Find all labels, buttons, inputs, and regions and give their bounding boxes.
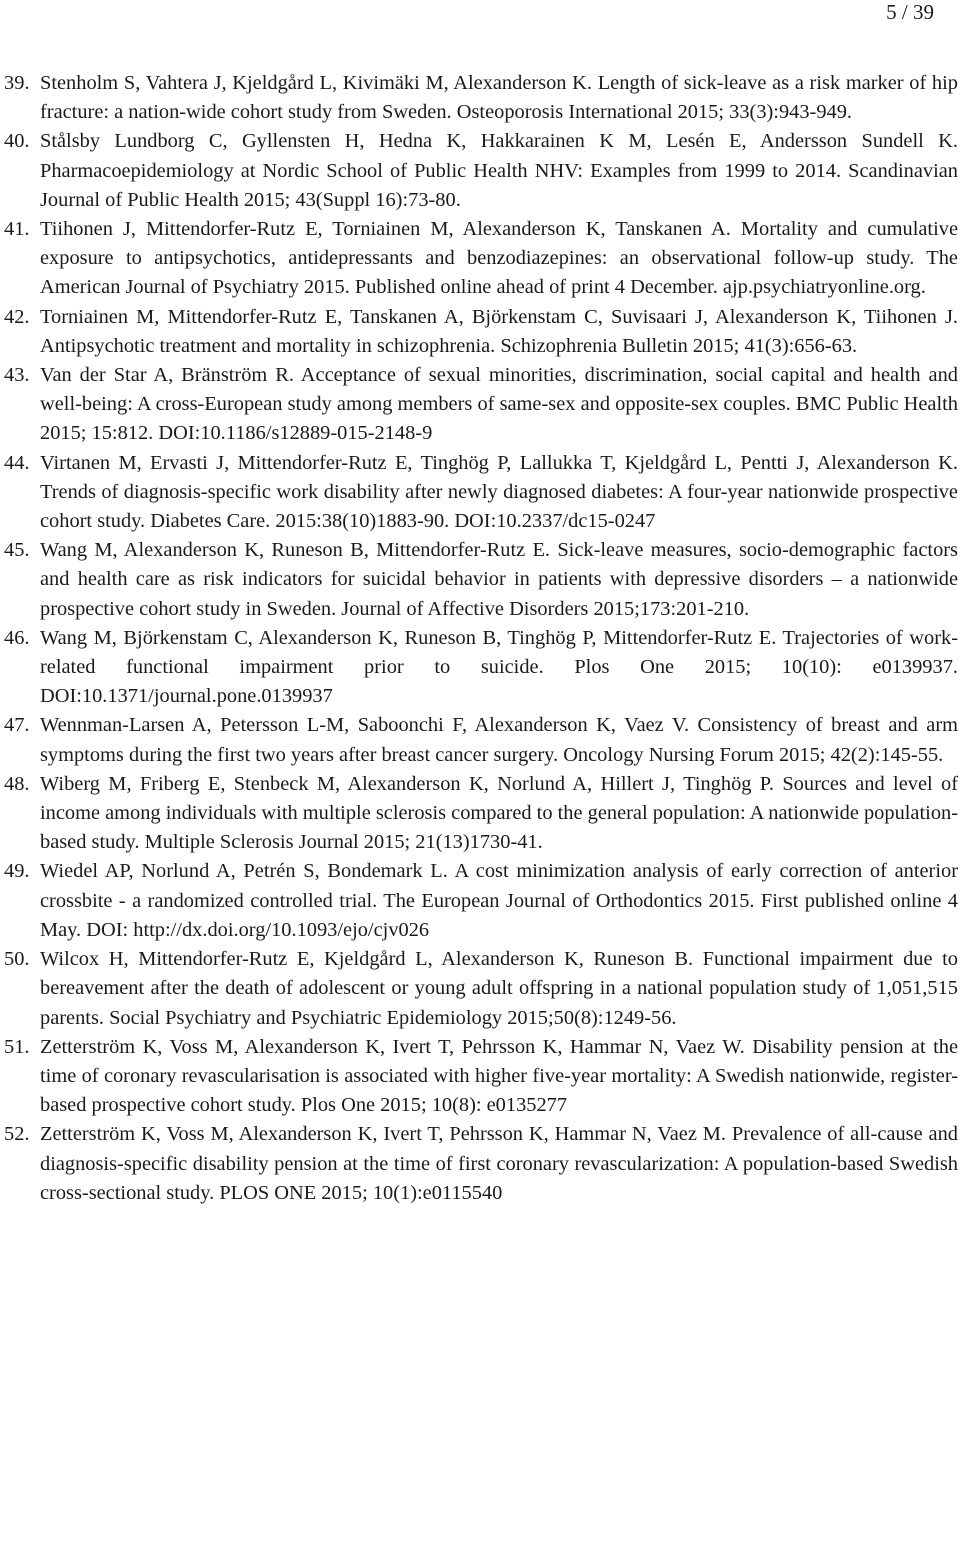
reference-item-45 <box>0 536 960 624</box>
reference-number: 49. <box>4 860 30 883</box>
reference-number: 48. <box>4 772 30 795</box>
reference-text: Wilcox H, Mittendorfer-Rutz E, Kjeldgård L, Alexanderson K, Runeson B. Functional impairment due to bereavement after the death of adolescent or young adult offspring in a national population study of 1,051,515 parents. Social Psychiatry and Psychiatric Epidemiology 2015;50(8):1249-56. <box>40 948 958 1029</box>
reference-number: 39. <box>4 72 30 94</box>
reference-item-52 <box>0 1120 960 1208</box>
reference-number: 43. <box>4 364 30 387</box>
reference-number: 46. <box>4 626 30 649</box>
reference-item-41 <box>0 215 960 303</box>
reference-number: 52. <box>4 1123 30 1146</box>
reference-number: 42. <box>4 305 30 328</box>
reference-number: 41. <box>4 218 30 241</box>
reference-item-40 <box>0 127 960 215</box>
reference-list <box>0 69 960 1208</box>
reference-number: 47. <box>4 714 30 737</box>
reference-item-43 <box>0 361 960 449</box>
reference-text: Stålsby Lundborg C, Gyllensten H, Hedna K, Hakkarainen K M, Lesén E, Andersson Sundell K. Pharmacoepidemiology at Nordic School of Public Health NHV: Examples from 1999 to 2014. Scandinavian Journal of Public Health 2015; 43(Suppl 16):73-80. <box>40 130 958 211</box>
reference-number: 45. <box>4 539 30 562</box>
reference-text: Torniainen M, Mittendorfer-Rutz E, Tanskanen A, Björkenstam C, Suvisaari J, Alexanderson K, Tiihonen J. Antipsychotic treatment and mortality in schizophrenia. Schizophrenia Bulletin 2015; 41(3):656-63. <box>40 305 958 357</box>
reference-text: Wang M, Alexanderson K, Runeson B, Mittendorfer-Rutz E. Sick-leave measures, socio-demographic factors and health care as risk indicators for suicidal behavior in patients with depressive disorders – a nationwide prospective cohort study in Sweden. Journal of Affective Disorders 2015;173:201-210. <box>40 539 958 620</box>
reference-number: 51. <box>4 1035 30 1058</box>
reference-item-39 <box>0 69 960 127</box>
reference-text: Wennman-Larsen A, Petersson L-M, Saboonchi F, Alexanderson K, Vaez V. Consistency of breast and arm symptoms during the first two years after breast cancer surgery. Oncology Nursing Forum 2015; 42(2):145-55. <box>40 714 958 766</box>
reference-text: Tiihonen J, Mittendorfer-Rutz E, Torniainen M, Alexanderson K, Tanskanen A. Mortality and cumulative exposure to antipsychotics, antidepressants and benzodiazepines: an observational follow-up study. The American Journal of Psychiatry 2015. Published online ahead of print 4 December. ajp.psychiatryonline.org. <box>40 218 958 299</box>
reference-item-49 <box>0 857 960 945</box>
reference-item-46 <box>0 624 960 712</box>
reference-text: Stenholm S, Vahtera J, Kjeldgård L, Kivimäki M, Alexanderson K. Length of sick-leave as a risk marker of hip fracture: a nation-wide cohort study from Sweden. Osteoporosis International 2015; 33(3):943-949. <box>40 72 958 124</box>
reference-item-51 <box>0 1033 960 1121</box>
reference-item-44 <box>0 449 960 537</box>
page-number: 5 / 39 <box>886 0 934 24</box>
reference-item-47 <box>0 711 960 769</box>
reference-item-50 <box>0 945 960 1033</box>
reference-item-48 <box>0 770 960 858</box>
reference-text: Wang M, Björkenstam C, Alexanderson K, Runeson B, Tinghög P, Mittendorfer-Rutz E. Trajectories of work-related functional impairment prior to suicide. Plos One 2015; 10(10): e0139937. DOI:10.1371/journal.pone.0139937 <box>40 626 958 708</box>
reference-number: 50. <box>4 948 30 971</box>
reference-number: 44. <box>4 451 30 474</box>
reference-text: Virtanen M, Ervasti J, Mittendorfer-Rutz E, Tinghög P, Lallukka T, Kjeldgård L, Pentti J, Alexanderson K. Trends of diagnosis-specific work disability after newly diagnosed diabetes: A four-year nationwide prospective cohort study. Diabetes Care. 2015:38(10)1883-90. DOI:10.2337/dc15-0247 <box>40 451 958 533</box>
reference-text: Wiedel AP, Norlund A, Petrén S, Bondemark L. A cost minimization analysis of early correction of anterior crossbite - a randomized controlled trial. The European Journal of Orthodontics 2015. First published online 4 May. DOI: http://dx.doi.org/10.1093/ejo/cjv026 <box>40 860 958 941</box>
reference-text: Wiberg M, Friberg E, Stenbeck M, Alexanderson K, Norlund A, Hillert J, Tinghög P. Sources and level of income among individuals with multiple sclerosis compared to the general population: A nationwide population-based study. Multiple Sclerosis Journal 2015; 21(13)1730-41. <box>40 772 958 854</box>
reference-text: Zetterström K, Voss M, Alexanderson K, Ivert T, Pehrsson K, Hammar N, Vaez M. Prevalence of all-cause and diagnosis-specific disability pension at the time of first coronary revascularization: A population-based Swedish cross-sectional study. PLOS ONE 2015; 10(1):e0115540 <box>40 1123 958 1204</box>
reference-item-42 <box>0 303 960 361</box>
reference-text: Zetterström K, Voss M, Alexanderson K, Ivert T, Pehrsson K, Hammar N, Vaez W. Disability pension at the time of coronary revascularisation is associated with higher five-year mortality: A Swedish nationwide, register-based prospective cohort study. Plos One 2015; 10(8): e0135277 <box>40 1035 958 1117</box>
reference-number: 40. <box>4 130 30 153</box>
reference-text: Van der Star A, Bränström R. Acceptance of sexual minorities, discrimination, social capital and health and well-being: A cross-European study among members of same-sex and opposite-sex couples. BMC Public Health 2015; 15:812. DOI:10.1186/s12889-015-2148-9 <box>40 364 958 445</box>
